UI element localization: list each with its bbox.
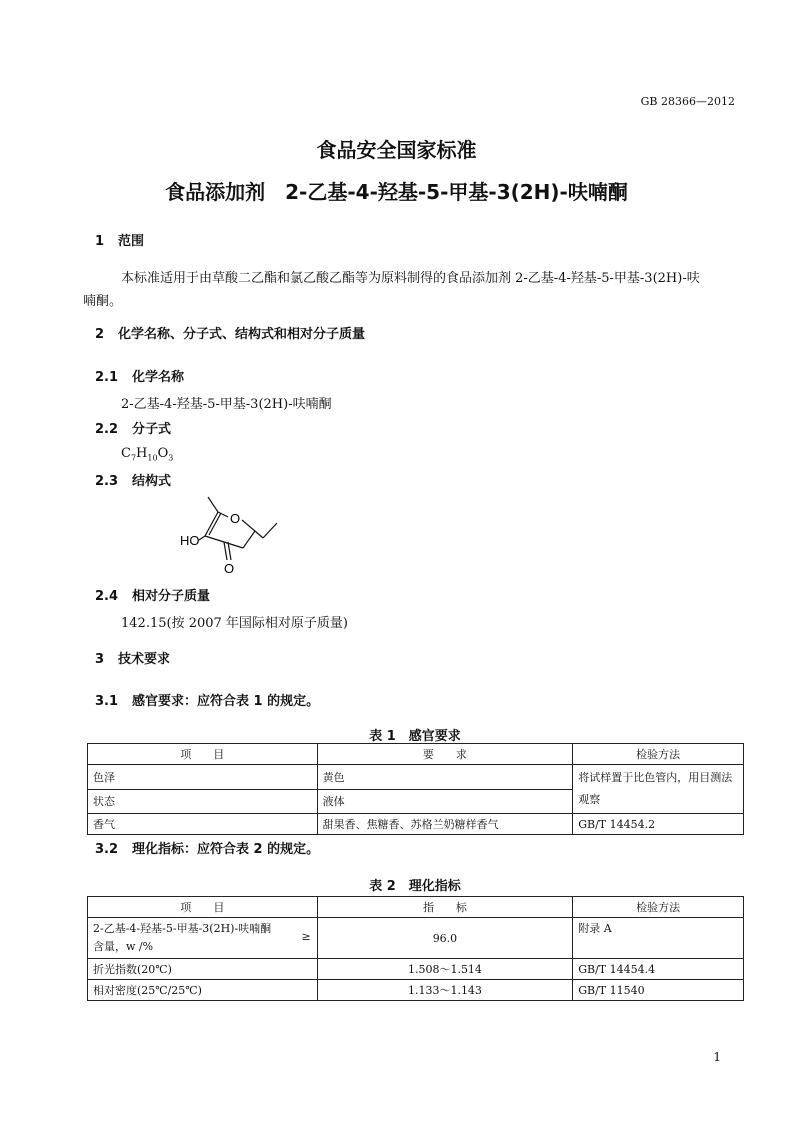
table-cell: 甜果香、焦糖香、苏格兰奶糖样香气 [317,814,573,835]
table-cell: 折光指数(20℃) [88,959,318,980]
molecular-formula: $C_7H_{10}O_3$ [121,446,174,463]
table-cell: 液体 [317,789,573,814]
table-cell: 1.508～1.514 [317,959,573,980]
section-2-3-heading: 2.3 结构式 [95,474,172,489]
table-cell: 96.0 [317,918,573,959]
section-2-heading: 2 化学名称、分子式、结构式和相对分子质量 [95,327,366,342]
physicochemical-table [87,896,744,1001]
table-row [88,980,744,1001]
table-row [88,959,744,980]
table-header: 指 标 [317,897,573,918]
standard-code: GB 28366—2012 [640,95,735,108]
table-cell: 黄色 [317,765,573,790]
table-cell: 相对密度(25℃/25℃) [88,980,318,1001]
structural-formula [170,495,290,575]
table-cell: 2-乙基-4-羟基-5-甲基-3(2H)-呋喃酮 含量，w /% ≥ [88,918,318,959]
gte-symbol: ≥ [301,930,311,943]
table-header: 要 求 [317,744,573,765]
table-1-caption: 表 1 感官要求 [369,729,461,744]
sensory-requirements-table [87,743,744,835]
table-header: 检验方法 [573,744,744,765]
table-cell: 附录 A [573,918,744,959]
section-3-1-heading: 3.1 感官要求：应符合表 1 的规定。 [95,694,320,709]
table-cell: GB/T 14454.2 [573,814,744,835]
table-cell: 将试样置于比色管内，用目测法观察 [573,765,744,814]
table-cell: 色泽 [88,765,318,790]
document-title: 食品安全国家标准 [316,138,477,162]
table-row [88,918,744,959]
section-1-heading: 1 范围 [95,234,145,249]
page-number: 1 [713,1050,721,1064]
table-2-caption: 表 2 理化指标 [369,879,461,894]
table-header: 检验方法 [573,897,744,918]
section-2-2-heading: 2.2 分子式 [95,422,172,437]
molecular-weight: 142.15(按 2007 年国际相对原子质量) [121,616,348,631]
table-row [88,765,744,790]
table-header: 项 目 [88,897,318,918]
table-cell: 1.133～1.143 [317,980,573,1001]
section-1-paragraph-line1: 本标准适用于由草酸二乙酯和氯乙酸乙酯等为原料制得的食品添加剂 2-乙基-4-羟基-5-甲基-3(2H)-呋 [121,271,700,286]
table-header-row [88,744,744,765]
section-3-2-heading: 3.2 理化指标：应符合表 2 的规定。 [95,842,320,857]
table-cell: 香气 [88,814,318,835]
section-2-4-heading: 2.4 相对分子质量 [95,589,211,604]
ring-oxygen-label: O [230,511,241,526]
hydroxyl-label: HO [180,533,200,548]
section-3-heading: 3 技术要求 [95,652,171,667]
chemical-name: 2-乙基-4-羟基-5-甲基-3(2H)-呋喃酮 [121,397,332,412]
table-header: 项 目 [88,744,318,765]
section-1-paragraph-line2: 喃酮。 [83,294,123,309]
table-header-row [88,897,744,918]
table-cell: GB/T 14454.4 [573,959,744,980]
document-subtitle: 食品添加剂 2-乙基-4-羟基-5-甲基-3(2H)-呋喃酮 [165,180,628,204]
table-row [88,814,744,835]
table-cell: 状态 [88,789,318,814]
table-cell: GB/T 11540 [573,980,744,1001]
keto-oxygen-label: O [224,561,235,575]
section-2-1-heading: 2.1 化学名称 [95,370,185,385]
